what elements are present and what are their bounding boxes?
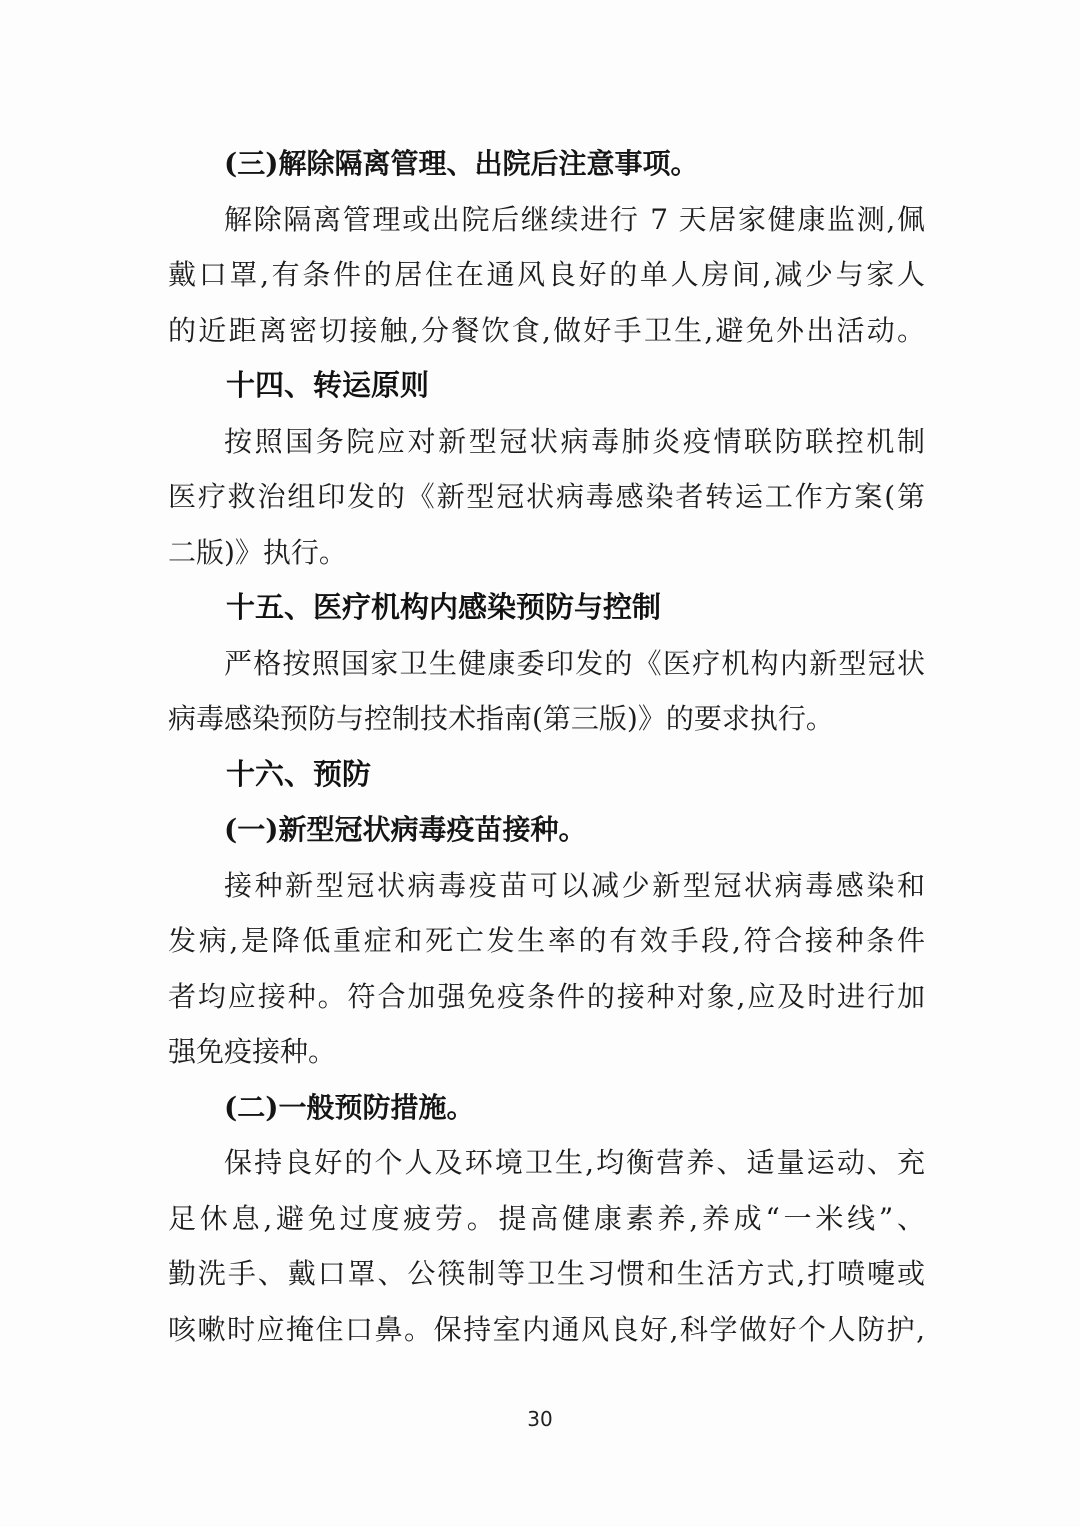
body-line: 医疗救治组印发的《新型冠状病毒感染者转运工作方案(第 [168, 480, 925, 513]
section-heading: 十四、转运原则 [226, 368, 430, 402]
body-line: 接种新型冠状病毒疫苗可以减少新型冠状病毒感染和 [224, 868, 925, 902]
body-line: 保持良好的个人及环境卫生,均衡营养、适量运动、充 [224, 1146, 925, 1179]
body-line: 强免疫接种。 [168, 1035, 337, 1068]
subsection-heading: (三)解除隔离管理、出院后注意事项。 [224, 147, 699, 180]
body-line: 勤洗手、戴口罩、公筷制等卫生习惯和生活方式,打喷嚏或 [168, 1257, 925, 1290]
body-line: 病毒感染预防与控制技术指南(第三版)》的要求执行。 [168, 702, 834, 735]
document-text-block [168, 136, 925, 1357]
body-line: 二版)》执行。 [168, 535, 347, 569]
subsection-heading: (一)新型冠状病毒疫苗接种。 [224, 813, 587, 846]
body-line: 者均应接种。符合加强免疫条件的接种对象,应及时进行加 [168, 979, 925, 1013]
body-line: 解除隔离管理或出院后继续进行 7 天居家健康监测,佩 [224, 202, 925, 236]
section-heading: 十五、医疗机构内感染预防与控制 [226, 590, 662, 624]
body-line: 严格按照国家卫生健康委印发的《医疗机构内新型冠状 [224, 646, 925, 680]
page-number: 30 [527, 1407, 553, 1431]
section-heading: 十六、预防 [226, 756, 372, 791]
body-line: 发病,是降低重症和死亡发生率的有效手段,符合接种条件 [168, 924, 925, 957]
subsection-heading: (二)一般预防措施。 [224, 1090, 475, 1124]
body-line: 足休息,避免过度疲劳。提高健康素养,养成“一米线”、 [168, 1201, 925, 1235]
body-line: 咳嗽时应掩住口鼻。保持室内通风良好,科学做好个人防护, [168, 1312, 925, 1346]
body-line: 的近距离密切接触,分餐饮食,做好手卫生,避免外出活动。 [168, 313, 925, 347]
body-line: 戴口罩,有条件的居住在通风良好的单人房间,减少与家人 [168, 258, 925, 291]
body-line: 按照国务院应对新型冠状病毒肺炎疫情联防联控机制 [224, 424, 925, 458]
